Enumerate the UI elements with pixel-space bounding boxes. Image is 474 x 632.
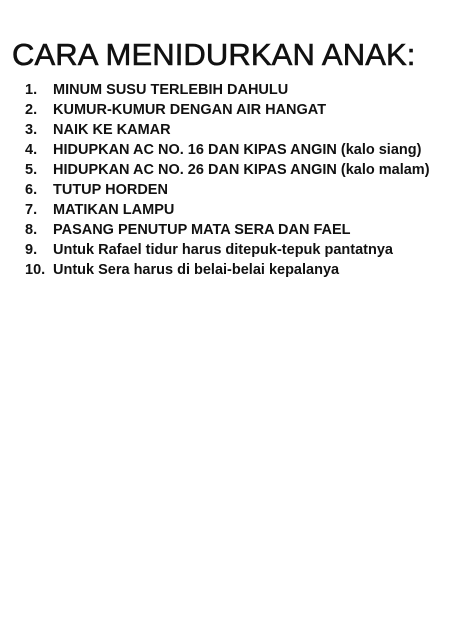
list-item (25, 240, 455, 260)
list-item (25, 160, 455, 180)
list-item-text: PASANG PENUTUP MATA SERA DAN FAEL (53, 222, 351, 238)
list-item-number: 6. (25, 182, 38, 198)
list-item-text: Untuk Rafael tidur harus ditepuk-tepuk pantatnya (53, 242, 393, 258)
list-item-text: KUMUR-KUMUR DENGAN AIR HANGAT (53, 102, 327, 118)
list-item-number: 4. (25, 142, 38, 158)
list-item-number: 5. (25, 162, 38, 178)
list-item-number: 2. (25, 102, 38, 118)
list-item-text: HIDUPKAN AC NO. 26 DAN KIPAS ANGIN (kalo malam) (53, 162, 430, 178)
list-item-text: TUTUP HORDEN (53, 182, 168, 198)
list-item-number: 8. (25, 222, 38, 238)
list-item-number: 1. (25, 82, 38, 98)
list-item (25, 80, 455, 100)
list-item (25, 100, 455, 120)
instruction-list (25, 80, 455, 280)
list-item-number: 3. (25, 122, 38, 138)
list-item-text: Untuk Sera harus di belai-belai kepalanya (53, 262, 340, 278)
list-item-number: 10. (25, 262, 46, 278)
list-item-number: 7. (25, 202, 38, 218)
list-item (25, 260, 455, 280)
list-item (25, 120, 455, 140)
list-item-text: NAIK KE KAMAR (53, 122, 171, 138)
list-item (25, 200, 455, 220)
list-item-text: MINUM SUSU TERLEBIH DAHULU (53, 82, 289, 98)
list-item-number: 9. (25, 242, 38, 258)
list-item (25, 220, 455, 240)
list-item (25, 140, 455, 160)
list-item-text: MATIKAN LAMPU (53, 202, 175, 218)
list-item-text: HIDUPKAN AC NO. 16 DAN KIPAS ANGIN (kalo siang) (53, 142, 422, 158)
document-title: CARA MENIDURKAN ANAK: (12, 37, 416, 72)
list-item (25, 180, 455, 200)
